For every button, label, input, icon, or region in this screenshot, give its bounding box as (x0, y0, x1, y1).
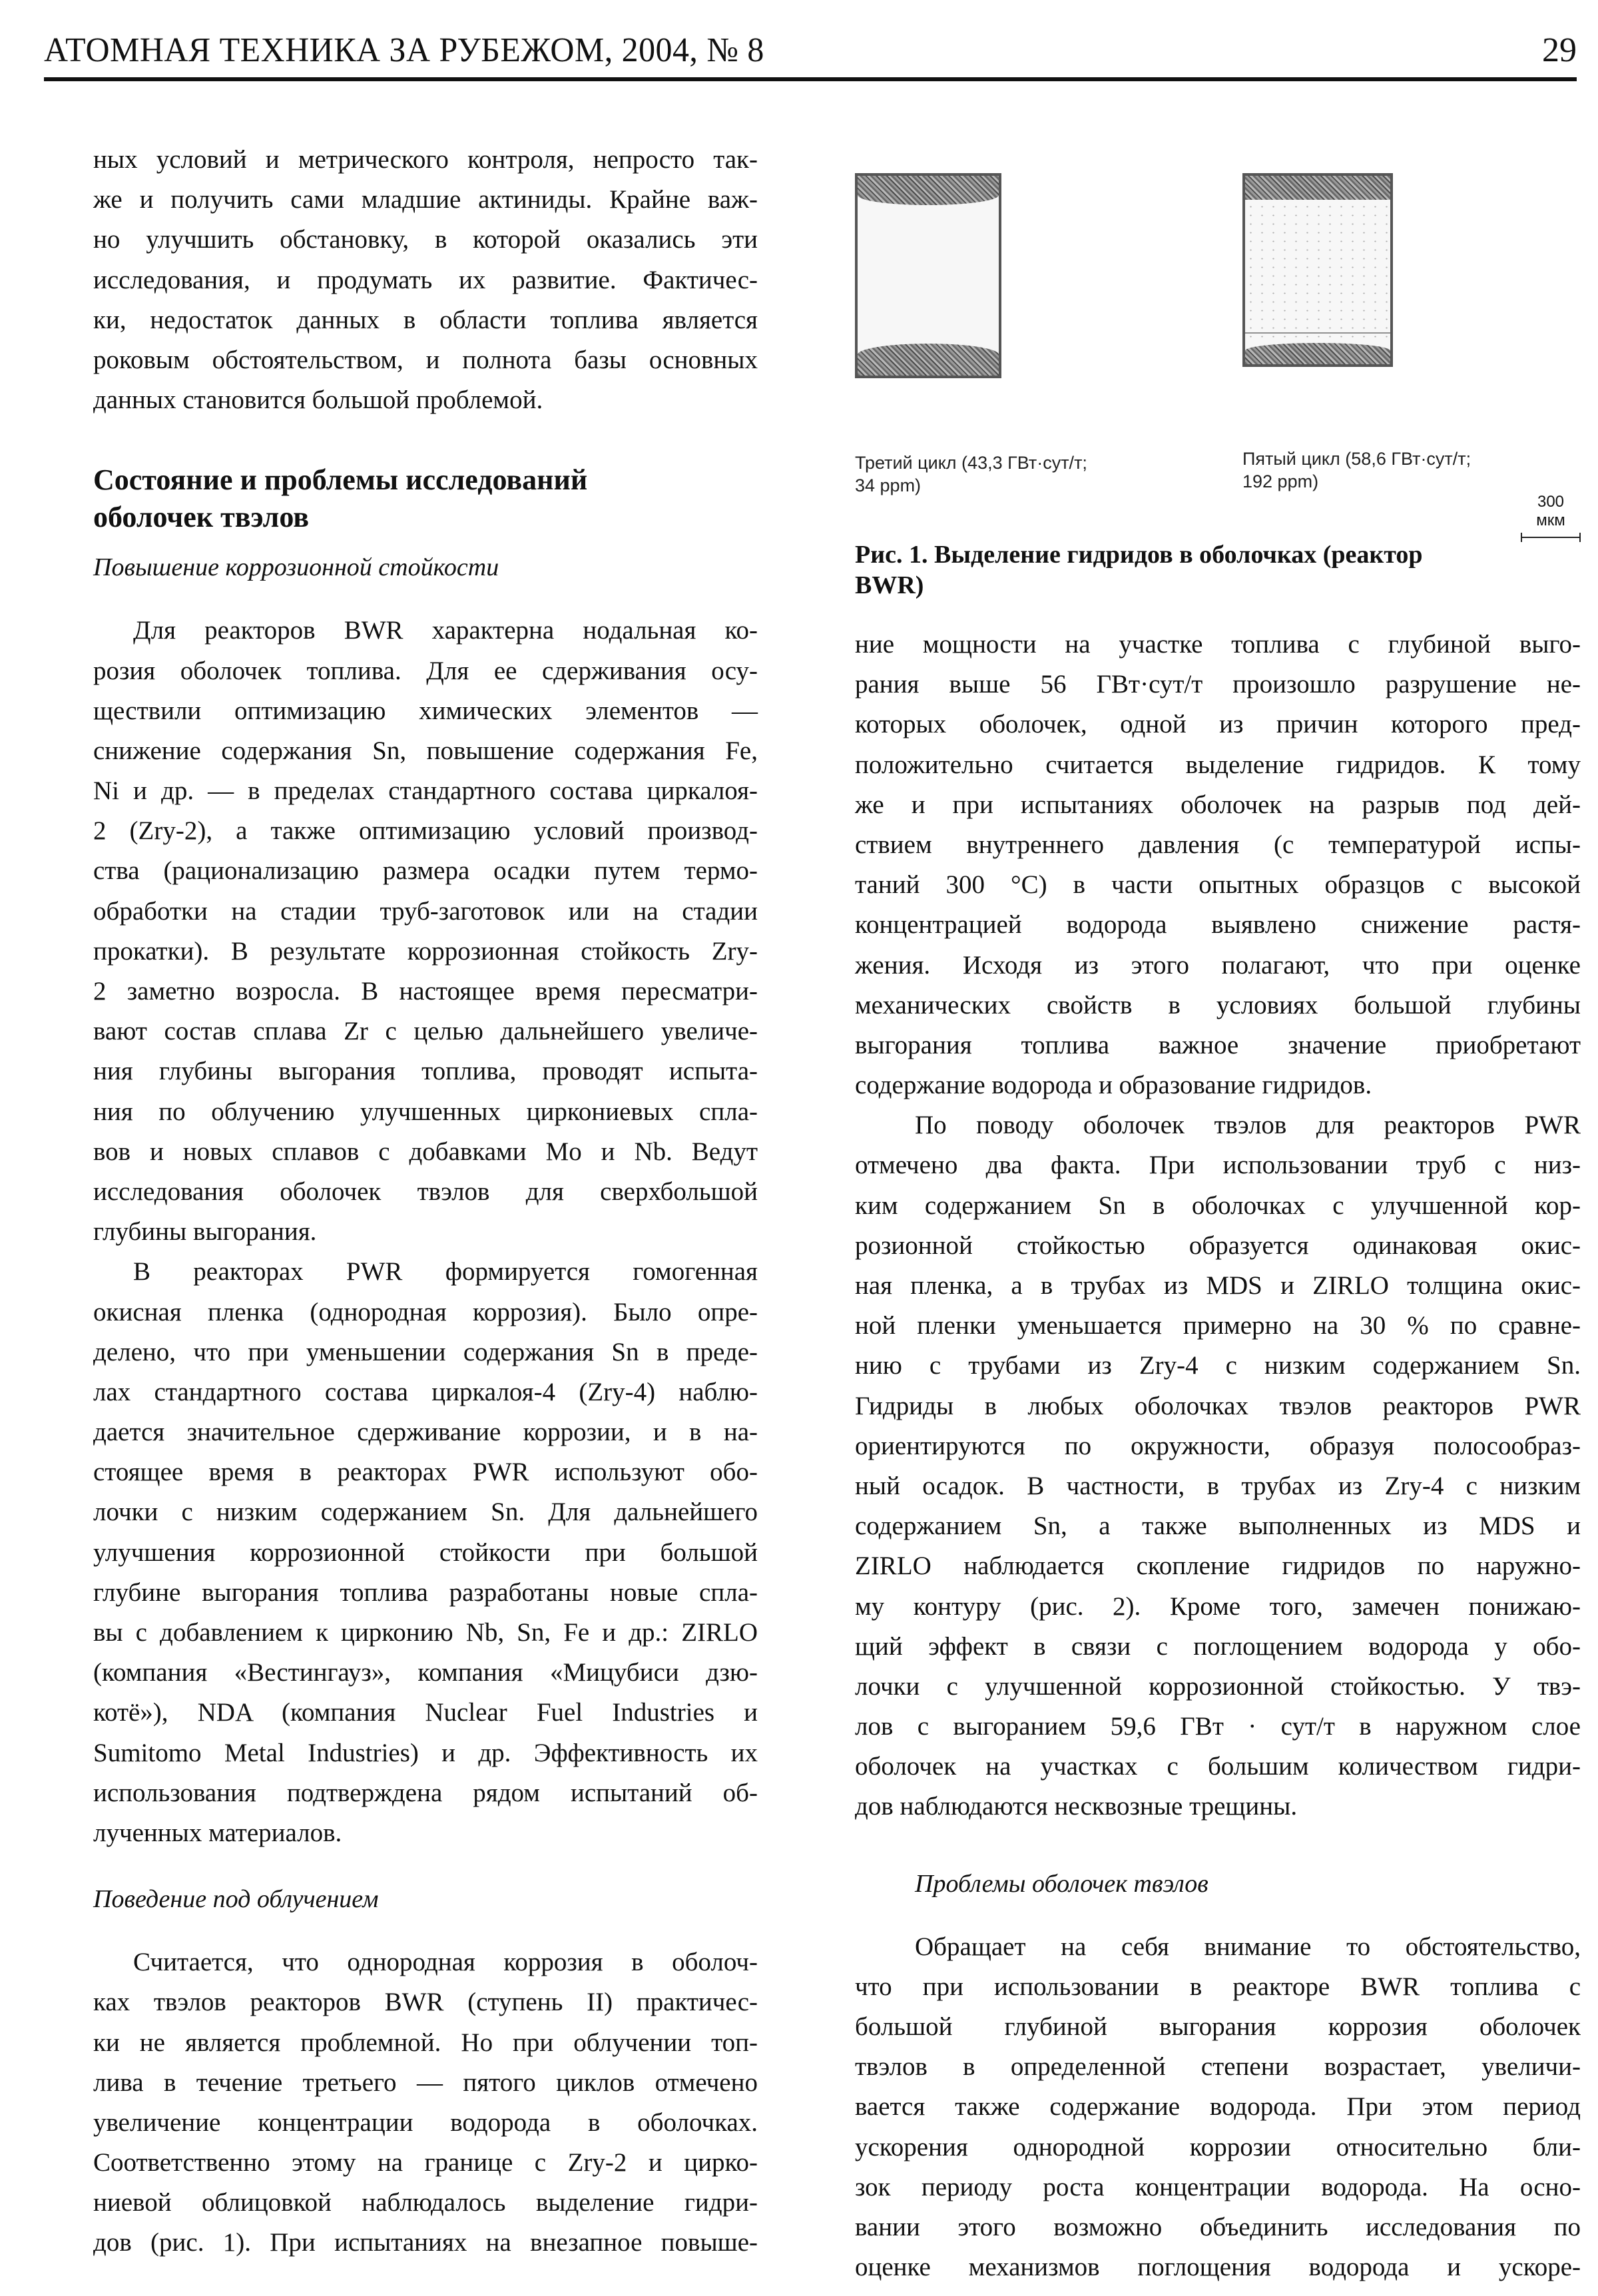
text-line: вов и новых сплавов с добавками Mo и Nb. Ведут (93, 1137, 758, 1166)
text-line: вании этого возможно объединить исследования по (855, 2212, 1581, 2241)
header-rule (44, 77, 1577, 81)
text-line: стоящее время в реакторах PWR используют обо- (93, 1458, 758, 1487)
text-line: ная пленка, а в трубах из MDS и ZIRLO толщина окис- (855, 1271, 1581, 1300)
text-line: ный осадок. В частности, в трубах из Zry-4 с низким (855, 1471, 1581, 1500)
text-line: ществили оптимизацию химических элементов — (93, 696, 758, 725)
text-line: роковым обстоятельством, и полнота базы основных (93, 345, 758, 374)
text-line: 2 (Zry-2), а также оптимизацию условий производ- (93, 816, 758, 846)
text-line: ния глубины выгорания топлива, проводят испыта- (93, 1057, 758, 1086)
text-line: оценке механизмов поглощения водорода и ускоре- (855, 2253, 1581, 2282)
figure-1 (855, 160, 1581, 613)
text-line: Соответственно этому на границе с Zry-2 и цирко- (93, 2148, 758, 2177)
text-line: вают состав сплава Zr с целью дальнейшего увеличе- (93, 1017, 758, 1046)
paragraph-irradiation (93, 1942, 758, 2263)
text-line: концентрацией водорода выявлено снижение растя- (855, 910, 1581, 940)
text-line: Для реакторов BWR характерна нодальная ко- (133, 616, 758, 645)
text-line: механических свойств в условиях большой глубины (855, 990, 1581, 1019)
text-line: снижение содержания Sn, повышение содержания Fe, (93, 736, 758, 765)
text-line: лах стандартного состава циркалоя-4 (Zry-4) наблю- (93, 1377, 758, 1406)
text-line: Считается, что однородная коррозия в оболоч- (133, 1948, 758, 1977)
text-line: котё»), NDA (компания Nuclear Fuel Industries и (93, 1698, 758, 1727)
text-line: ориентируются по окружности, образуя полосообраз- (855, 1431, 1581, 1460)
text-line: (компания «Вестингауз», компания «Мицубиси дзю- (93, 1658, 758, 1687)
text-line: нию с трубами из Zry-4 с низким содержанием Sn. (855, 1351, 1581, 1380)
section-heading (93, 461, 758, 536)
text-line: окисная пленка (однородная коррозия). Было опре- (93, 1297, 758, 1326)
right-column (855, 625, 1581, 2287)
text-line: Sumitomo Metal Industries) и др. Эффективность их (93, 1738, 758, 1767)
text-line: вается также содержание водорода. При этом период (855, 2092, 1581, 2122)
text-line: содержание водорода и образование гидридов. (855, 1071, 1372, 1100)
text-line: ние мощности на участке топлива с глубиной выго- (855, 630, 1581, 659)
text-line: оболочек на участках с большим количеством гидри- (855, 1752, 1581, 1781)
text-line: таний 300 °С) в части опытных образцов с высокой (855, 870, 1581, 900)
text-line: лочки с низким содержанием Sn. Для дальнейшего (93, 1498, 758, 1527)
intro-paragraph (93, 140, 758, 420)
text-line: ускорения однородной коррозии относительно бли- (855, 2132, 1581, 2161)
subsection-heading: Проблемы оболочек твэлов (915, 1869, 1208, 1898)
text-line: дается значительное сдерживание коррозии, и в на- (93, 1418, 758, 1447)
subsection-heading: Повышение коррозионной стойкости (93, 553, 499, 582)
text-line: Обращает на себя внимание то обстоятельство, (915, 1932, 1581, 1961)
text-line: ки не является проблемной. Но при облучении топ- (93, 2028, 758, 2057)
text-line: дов (рис. 1). При испытаниях на внезапное повыше- (93, 2228, 758, 2257)
section-heading-line: оболочек твэлов (93, 501, 310, 534)
text-line: ниевой облицовкой наблюдалось выделение гидри- (93, 2188, 758, 2217)
text-line: щий эффект в связи с поглощением водорода у обо- (855, 1631, 1581, 1661)
page-number: 29 (1542, 31, 1577, 69)
figure-caption: Рис. 1. Выделение гидридов в оболочках (реактор BWR) (855, 541, 1423, 599)
caption-third-cycle: Третий цикл (43,3 ГВт·сут/т; 34 ppm) (855, 453, 1087, 495)
text-line: рания выше 56 ГВт·сут/т произошло разрушение не- (855, 670, 1581, 699)
running-header (44, 27, 1577, 75)
text-line: же и получить сами младшие актиниды. Крайне важ- (93, 185, 758, 214)
paragraph-pwr-corrosion (93, 1252, 758, 1853)
text-line: ства (рационализацию размера осадки путем термо- (93, 856, 758, 886)
text-line: данных становится большой проблемой. (93, 386, 543, 415)
scale-bar (1521, 493, 1581, 542)
text-line: содержанием Sn, а также выполненных из MDS и (855, 1512, 1581, 1541)
subsection-heading: Поведение под облучением (93, 1885, 379, 1914)
text-line: 2 заметно возросла. В настоящее время пересматри- (93, 977, 758, 1005)
left-column (93, 140, 758, 2263)
text-line: му контуру (рис. 2). Кроме того, замечен понижаю- (855, 1591, 1581, 1621)
text-line: лов с выгоранием 59,6 ГВт · сут/т в наружном слое (855, 1712, 1581, 1741)
text-line: улучшения коррозионной стойкости при большой (93, 1538, 758, 1567)
text-line: лученных материалов. (93, 1818, 342, 1847)
text-line: лива в течение третьего — пятого циклов отмечено (93, 2068, 758, 2097)
text-line: зок периоду роста концентрации водорода. На осно- (855, 2172, 1581, 2201)
text-line: прокатки). В результате коррозионная стойкость Zry- (93, 936, 758, 966)
journal-title: АТОМНАЯ ТЕХНИКА ЗА РУБЕЖОМ, 2004, № 8 (44, 31, 764, 69)
text-line: делено, что при уменьшении содержания Sn в преде- (93, 1337, 758, 1366)
text-line: ках твэлов реакторов BWR (ступень II) практичес- (93, 1988, 758, 2017)
micrograph-third-cycle (855, 173, 1001, 378)
paragraph-cladding-problems (855, 1927, 1581, 2288)
paragraph-pwr-cladding (855, 1105, 1581, 1827)
text-line: увеличение концентрации водорода в оболочках. (93, 2108, 758, 2137)
text-line: розия оболочек топлива. Для ее сдерживания осу- (93, 656, 758, 685)
text-line: большой глубиной выгорания коррозия оболочек (855, 2012, 1581, 2041)
text-line: глубины выгорания. (93, 1217, 317, 1247)
text-line: дов наблюдаются несквозные трещины. (855, 1792, 1298, 1821)
text-line: использования подтверждена рядом испытаний об- (93, 1778, 758, 1807)
text-line: глубине выгорания топлива разработаны новые спла- (93, 1578, 758, 1607)
text-line: ной пленки уменьшается примерно на 30 % по сравне- (855, 1311, 1581, 1340)
text-line: положительно считается выделение гидридов. К тому (855, 750, 1581, 779)
section-heading-line: Состояние и проблемы исследований (93, 463, 588, 497)
text-line: Ni и др. — в пределах стандартного состава циркалоя- (93, 776, 758, 806)
text-line: В реакторах PWR формируется гомогенная (133, 1257, 758, 1287)
paragraph-bwr-corrosion (93, 611, 758, 1252)
text-line: исследования оболочек твэлов для сверхбольшой (93, 1177, 758, 1206)
text-line: что при использовании в реакторе BWR топлива с (855, 1972, 1581, 2001)
text-line: По поводу оболочек твэлов для реакторов PWR (915, 1111, 1581, 1140)
text-line: ствием внутреннего давления (с температурой испы- (855, 830, 1581, 859)
text-line: ных условий и метрического контроля, непросто так- (93, 145, 758, 174)
text-line: вы с добавлением к цирконию Nb, Sn, Fe и др.: ZIRLO (93, 1618, 758, 1647)
text-line: выгорания топлива важное значение приобретают (855, 1030, 1581, 1059)
text-line: ния по облучению улучшенных циркониевых спла- (93, 1097, 758, 1126)
text-line: твэлов в определенной степени возрастает, увеличи- (855, 2052, 1581, 2082)
text-line: обработки на стадии труб-заготовок или на стадии (93, 896, 758, 926)
text-line: отмечено два факта. При использовании труб с низ- (855, 1151, 1581, 1180)
text-line: исследования, и продумать их развитие. Фактичес- (93, 265, 758, 294)
text-line: ки, недостаток данных в области топлива является (93, 305, 758, 334)
text-line: но улучшить обстановку, в которой оказались эти (93, 225, 758, 254)
text-line: ким содержанием Sn в оболочках с улучшенной кор- (855, 1191, 1581, 1220)
paragraph-power-ramp (855, 625, 1581, 1105)
text-line: ZIRLO наблюдается скопление гидридов по наружно- (855, 1552, 1581, 1581)
text-line: которых оболочек, одной из причин которого пред- (855, 710, 1581, 739)
text-line: Гидриды в любых оболочках твэлов реакторов PWR (855, 1391, 1581, 1420)
scale-bar-label: 300 мкм (1536, 493, 1565, 529)
text-line: розионной стойкостью образуется одинаковая окис- (855, 1231, 1581, 1260)
micrograph-fifth-cycle (1242, 173, 1393, 367)
text-line: лочки с улучшенной коррозионной стойкостью. У твэ- (855, 1671, 1581, 1701)
caption-fifth-cycle: Пятый цикл (58,6 ГВт·сут/т; 192 ppm) (1242, 449, 1471, 491)
text-line: жения. Исходя из этого полагают, что при оценке (855, 950, 1581, 980)
text-line: же и при испытаниях оболочек на разрыв под дей- (855, 790, 1581, 819)
